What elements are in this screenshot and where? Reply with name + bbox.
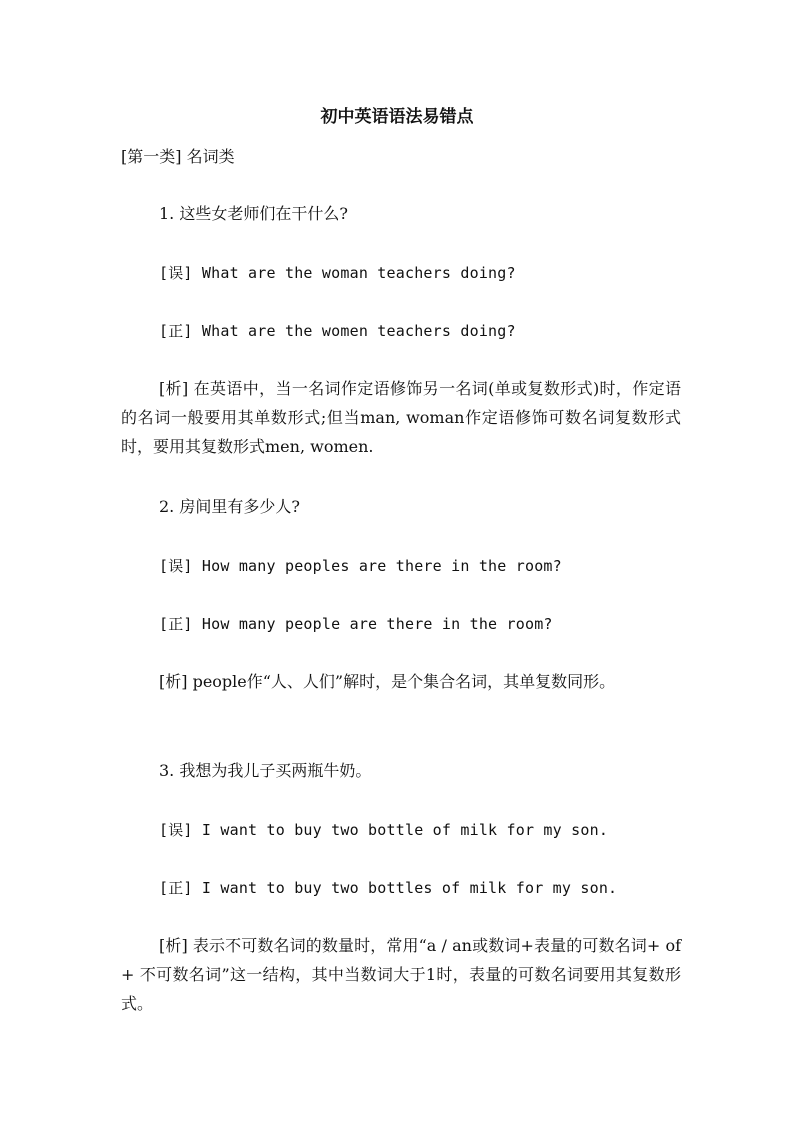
analysis-2: [析] people作“人、人们”解时，是个集合名词，其单复数同形。 [159,672,616,691]
question-2: 2. 房间里有多少人? [159,497,300,516]
wrong-example-3: [误] I want to buy two bottle of milk for my son. [159,821,609,839]
analysis-3: [析] 表示不可数名词的数量时，常用“a / an或数词+表量的可数名词+ of + 不可数名词”这一结构，其中当数词大于1时，表量的可数名词要用其复数形式。 [121,936,681,1013]
wrong-example-2: [误] How many peoples are there in the room? [159,557,562,575]
page-title: 初中英语语法易错点 [320,107,474,127]
correct-example-3: [正] I want to buy two bottles of milk for my son. [159,879,618,897]
analysis-1: [析] 在英语中，当一名词作定语修饰另一名词(单或复数形式)时，作定语的名词一般要用其单数形式;但当man, woman作定语修饰可数名词复数形式时，要用其复数形式men, women. [121,379,681,456]
section-heading: [第一类] 名词类 [121,147,235,166]
correct-example-1: [正] What are the women teachers doing? [159,322,516,340]
question-1: 1. 这些女老师们在干什么? [159,204,348,223]
correct-example-2: [正] How many people are there in the room? [159,615,553,633]
wrong-example-1: [误] What are the woman teachers doing? [159,264,516,282]
question-3: 3. 我想为我儿子买两瓶牛奶。 [159,761,372,780]
